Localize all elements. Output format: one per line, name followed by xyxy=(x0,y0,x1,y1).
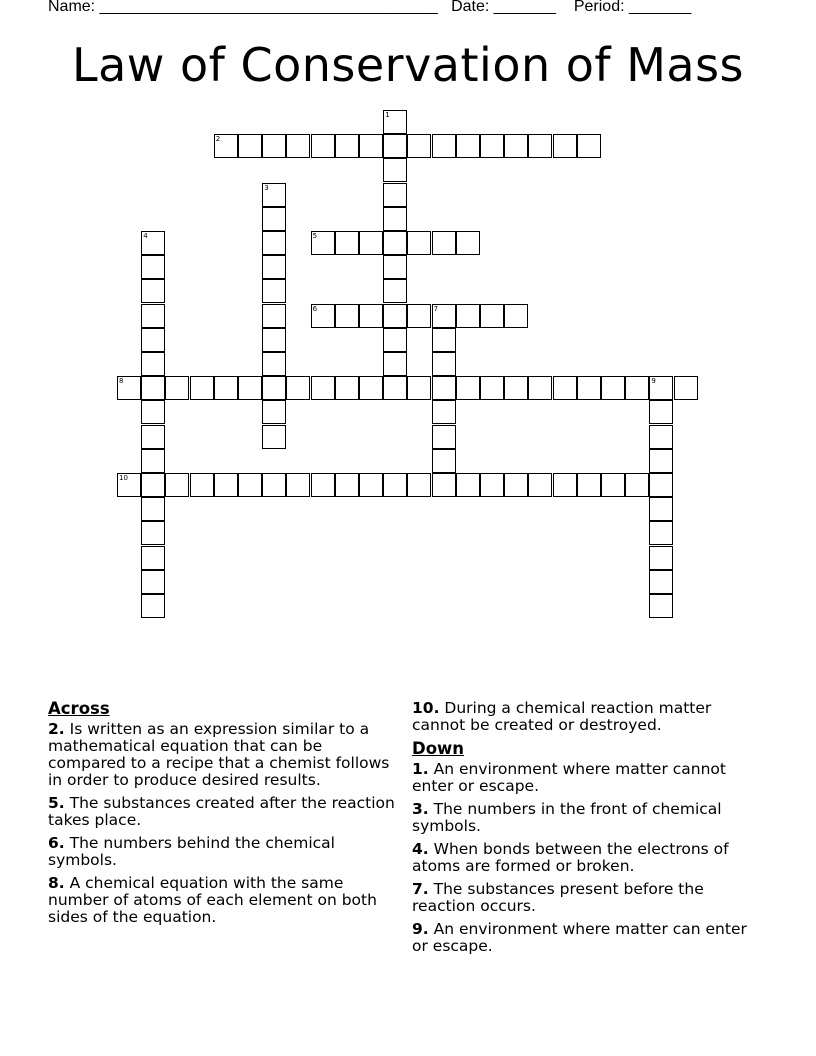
crossword-cell[interactable] xyxy=(238,473,262,497)
crossword-cell[interactable] xyxy=(383,183,407,207)
crossword-cell[interactable] xyxy=(383,110,407,134)
down-clues xyxy=(412,700,762,961)
cell-number: 4 xyxy=(143,232,148,240)
clue-across-5 xyxy=(48,795,403,829)
crossword-cell[interactable] xyxy=(504,376,528,400)
clue-down-4 xyxy=(412,841,762,875)
clue-number: 8. xyxy=(48,874,65,892)
cell-number: 10 xyxy=(119,474,128,482)
crossword-cell[interactable] xyxy=(456,231,480,255)
crossword-cell[interactable] xyxy=(649,521,673,545)
clue-text: Is written as an expression similar to a mathematical equation that can be compared to a recipe that a chemist follows in order to produce desired results. xyxy=(48,720,390,789)
crossword-cell[interactable] xyxy=(286,376,310,400)
clue-number: 3. xyxy=(412,800,429,818)
crossword-cell[interactable] xyxy=(262,376,286,400)
crossword-cell[interactable] xyxy=(649,449,673,473)
crossword-cell[interactable] xyxy=(553,134,577,158)
crossword-cell[interactable] xyxy=(407,231,431,255)
crossword-cell[interactable] xyxy=(214,134,238,158)
page-title: Law of Conservation of Mass xyxy=(71,38,745,92)
crossword-cell[interactable] xyxy=(141,425,165,449)
crossword-cell[interactable] xyxy=(480,134,504,158)
crossword-cell[interactable] xyxy=(262,183,286,207)
clue-number: 9. xyxy=(412,920,429,938)
name-label: Name: xyxy=(48,0,96,15)
crossword-cell[interactable] xyxy=(407,304,431,328)
crossword-cell[interactable] xyxy=(601,376,625,400)
crossword-cell[interactable] xyxy=(262,328,286,352)
crossword-cell[interactable] xyxy=(432,400,456,424)
crossword-cell[interactable] xyxy=(528,473,552,497)
crossword-cell[interactable] xyxy=(504,134,528,158)
crossword-cell[interactable] xyxy=(649,546,673,570)
crossword-cell[interactable] xyxy=(407,376,431,400)
clue-number: 2. xyxy=(48,720,65,738)
crossword-cell[interactable] xyxy=(649,425,673,449)
crossword-cell[interactable] xyxy=(359,473,383,497)
clue-across-10 xyxy=(412,700,762,734)
crossword-cell[interactable] xyxy=(432,304,456,328)
crossword-cell[interactable] xyxy=(553,376,577,400)
clue-down-3 xyxy=(412,801,762,835)
crossword-cell[interactable] xyxy=(432,328,456,352)
crossword-cell[interactable] xyxy=(456,304,480,328)
crossword-cell[interactable] xyxy=(141,449,165,473)
crossword-cell[interactable] xyxy=(649,400,673,424)
cell-number: 7 xyxy=(433,304,439,313)
date-label: Date: xyxy=(451,0,490,15)
across-heading: Across xyxy=(48,699,110,718)
cell-number: 8 xyxy=(119,377,124,386)
crossword-cell[interactable] xyxy=(456,473,480,497)
name-field[interactable]: ______________________________________ xyxy=(99,0,438,15)
clue-down-1 xyxy=(412,761,762,795)
crossword-cell[interactable] xyxy=(238,134,262,158)
clue-text: The numbers behind the chemical symbols. xyxy=(48,834,335,869)
crossword-cell[interactable] xyxy=(311,376,335,400)
crossword-cell[interactable] xyxy=(311,304,335,328)
crossword-cell[interactable] xyxy=(383,352,407,376)
crossword-cell[interactable] xyxy=(262,255,286,279)
crossword-cell[interactable] xyxy=(262,400,286,424)
crossword-cell[interactable] xyxy=(262,279,286,303)
crossword-cell[interactable] xyxy=(383,207,407,231)
crossword-cell[interactable] xyxy=(141,521,165,545)
crossword-cell[interactable] xyxy=(407,134,431,158)
clue-text: The substances present before the reaction occurs. xyxy=(412,880,704,915)
cell-number: 1 xyxy=(385,111,390,119)
crossword-cell[interactable] xyxy=(432,473,456,497)
cell-number: 3 xyxy=(264,183,269,192)
crossword-cell[interactable] xyxy=(383,304,407,328)
crossword-cell[interactable] xyxy=(141,497,165,521)
crossword-cell[interactable] xyxy=(432,449,456,473)
clue-number: 7. xyxy=(412,880,429,898)
crossword-cell[interactable] xyxy=(311,134,335,158)
crossword-cell[interactable] xyxy=(262,473,286,497)
crossword-cell[interactable] xyxy=(359,304,383,328)
crossword-cell[interactable] xyxy=(141,376,165,400)
crossword-cell[interactable] xyxy=(311,473,335,497)
crossword-cell[interactable] xyxy=(674,376,698,400)
crossword-cell[interactable] xyxy=(141,473,165,497)
crossword-cell[interactable] xyxy=(335,304,359,328)
crossword-cell[interactable] xyxy=(190,473,214,497)
crossword-cell[interactable] xyxy=(262,207,286,231)
clue-text: An environment where matter can enter or escape. xyxy=(412,920,747,955)
clue-number: 1. xyxy=(412,760,429,778)
crossword-cell[interactable] xyxy=(335,134,359,158)
crossword-cell[interactable] xyxy=(601,473,625,497)
crossword-cell[interactable] xyxy=(190,376,214,400)
clue-text: When bonds between the electrons of atoms are formed or broken. xyxy=(412,840,729,875)
crossword-cell[interactable] xyxy=(141,400,165,424)
period-field[interactable]: _______ xyxy=(629,0,692,15)
crossword-cell[interactable] xyxy=(141,570,165,594)
crossword-cell[interactable] xyxy=(141,594,165,618)
crossword-cell[interactable] xyxy=(383,328,407,352)
clue-number: 10. xyxy=(412,699,440,717)
crossword-cell[interactable] xyxy=(141,304,165,328)
crossword-cell[interactable] xyxy=(528,134,552,158)
crossword-cell[interactable] xyxy=(214,473,238,497)
crossword-cell[interactable] xyxy=(432,134,456,158)
crossword-cell[interactable] xyxy=(383,158,407,182)
crossword-cell[interactable] xyxy=(553,473,577,497)
clue-text: A chemical equation with the same number of atoms of each element on both sides of the equation. xyxy=(48,874,377,926)
crossword-cell[interactable] xyxy=(311,231,335,255)
crossword-cell[interactable] xyxy=(359,376,383,400)
crossword-cell[interactable] xyxy=(117,376,141,400)
crossword-cell[interactable] xyxy=(577,134,601,158)
crossword-cell[interactable] xyxy=(625,473,649,497)
crossword-cell[interactable] xyxy=(165,473,189,497)
crossword-cell[interactable] xyxy=(383,231,407,255)
clue-down-9 xyxy=(412,921,762,955)
crossword-cell[interactable] xyxy=(383,279,407,303)
crossword-cell[interactable] xyxy=(117,473,141,497)
crossword-cell[interactable] xyxy=(262,425,286,449)
crossword-cell[interactable] xyxy=(165,376,189,400)
clue-across-2 xyxy=(48,721,403,789)
crossword-cell[interactable] xyxy=(214,376,238,400)
crossword-cell[interactable] xyxy=(141,255,165,279)
cell-number: 2 xyxy=(215,135,221,144)
crossword-cell[interactable] xyxy=(262,304,286,328)
crossword-cell[interactable] xyxy=(504,473,528,497)
crossword-cell[interactable] xyxy=(407,473,431,497)
clue-across-8 xyxy=(48,875,403,926)
crossword-cell[interactable] xyxy=(456,134,480,158)
crossword-cell[interactable] xyxy=(480,376,504,400)
crossword-cell[interactable] xyxy=(480,304,504,328)
crossword-cell[interactable] xyxy=(649,497,673,521)
crossword-cell[interactable] xyxy=(577,376,601,400)
crossword-cell[interactable] xyxy=(359,231,383,255)
clue-text: The numbers in the front of chemical symbols. xyxy=(412,800,722,835)
crossword-cell[interactable] xyxy=(262,231,286,255)
crossword-cell[interactable] xyxy=(262,352,286,376)
crossword-cell[interactable] xyxy=(141,546,165,570)
clue-number: 6. xyxy=(48,834,65,852)
crossword-cell[interactable] xyxy=(141,352,165,376)
period-label: Period: xyxy=(573,0,625,15)
across-clues xyxy=(48,700,403,932)
clue-number: 5. xyxy=(48,794,65,812)
cell-number: 5 xyxy=(312,232,318,240)
crossword-cell[interactable] xyxy=(649,376,673,400)
crossword-cell[interactable] xyxy=(504,304,528,328)
cell-number: 9 xyxy=(651,377,656,386)
clue-across-6 xyxy=(48,835,403,869)
crossword-cell[interactable] xyxy=(335,231,359,255)
crossword-cell[interactable] xyxy=(649,570,673,594)
crossword-cell[interactable] xyxy=(528,376,552,400)
crossword-cell[interactable] xyxy=(432,231,456,255)
crossword-cell[interactable] xyxy=(335,473,359,497)
crossword-cell[interactable] xyxy=(238,376,262,400)
crossword-cell[interactable] xyxy=(432,425,456,449)
crossword-cell[interactable] xyxy=(383,255,407,279)
clue-text: An environment where matter cannot enter or escape. xyxy=(412,760,726,795)
crossword-cell[interactable] xyxy=(383,376,407,400)
crossword-cell[interactable] xyxy=(383,134,407,158)
crossword-cell[interactable] xyxy=(577,473,601,497)
crossword-cell[interactable] xyxy=(432,352,456,376)
crossword-cell[interactable] xyxy=(286,134,310,158)
crossword-cell[interactable] xyxy=(480,473,504,497)
clue-text: During a chemical reaction matter cannot be created or destroyed. xyxy=(412,699,712,734)
crossword-cell[interactable] xyxy=(359,134,383,158)
crossword-cell[interactable] xyxy=(625,376,649,400)
crossword-cell[interactable] xyxy=(649,594,673,618)
crossword-cell[interactable] xyxy=(141,231,165,255)
crossword-cell[interactable] xyxy=(262,134,286,158)
clue-text: The substances created after the reaction takes place. xyxy=(48,794,395,829)
crossword-cell[interactable] xyxy=(456,376,480,400)
clue-down-7 xyxy=(412,881,762,915)
crossword-cell[interactable] xyxy=(286,473,310,497)
crossword-cell[interactable] xyxy=(649,473,673,497)
crossword-cell[interactable] xyxy=(141,328,165,352)
down-heading: Down xyxy=(412,739,465,758)
crossword-cell[interactable] xyxy=(383,473,407,497)
date-field[interactable]: _______ xyxy=(493,0,557,15)
crossword-cell[interactable] xyxy=(335,376,359,400)
cell-number: 6 xyxy=(312,304,318,313)
crossword-cell[interactable] xyxy=(432,376,456,400)
crossword-cell[interactable] xyxy=(141,279,165,303)
clue-number: 4. xyxy=(412,840,429,858)
